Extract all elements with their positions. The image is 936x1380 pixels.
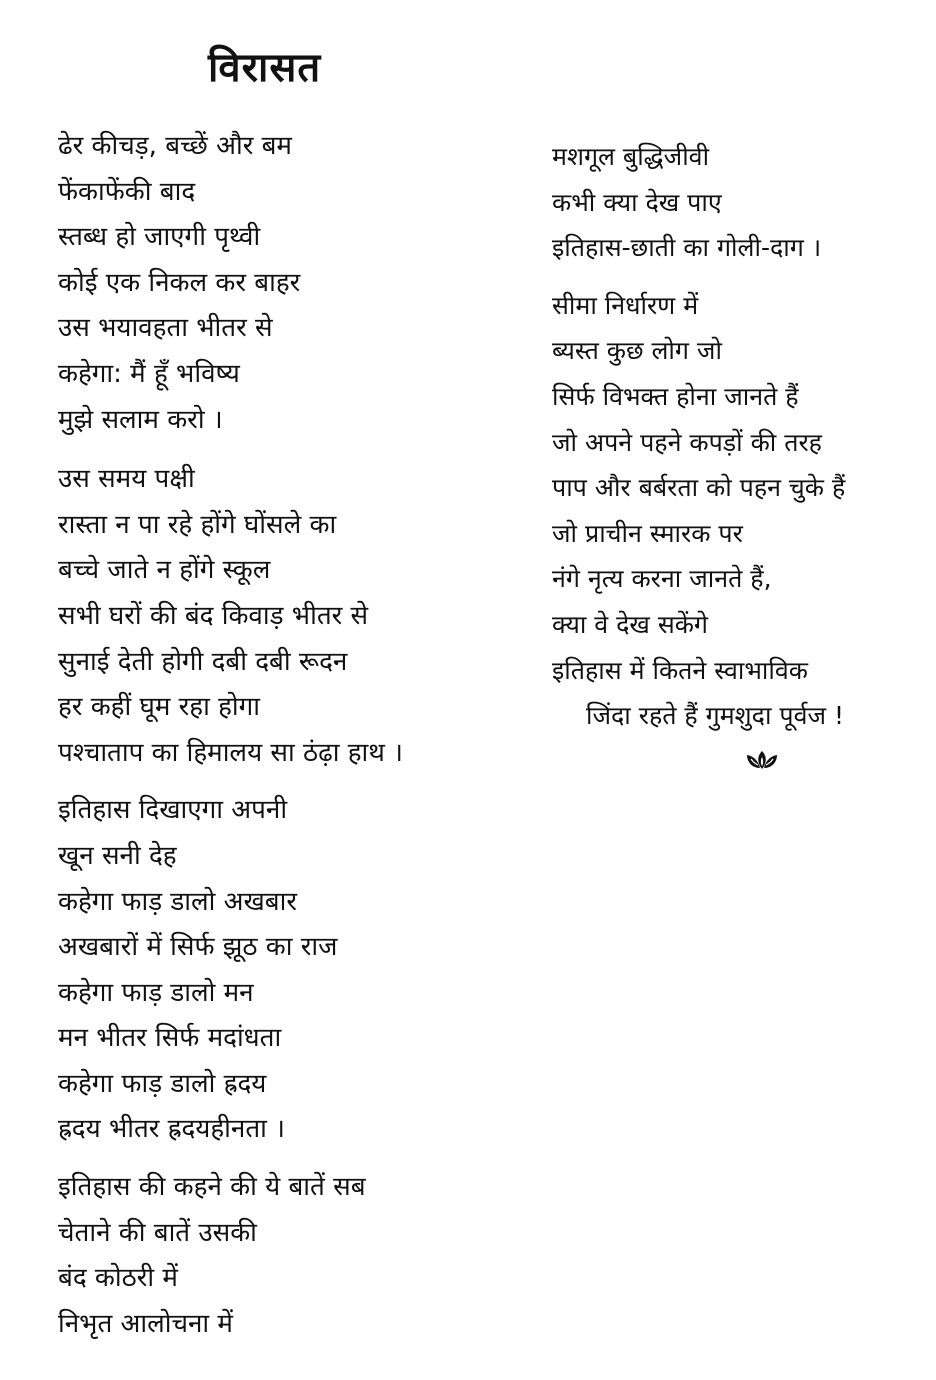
poem-line: हर कहीं घूम रहा होगा xyxy=(58,692,261,723)
poem-line: चेताने की बातें उसकी xyxy=(58,1217,257,1248)
poem-line: जिंदा रहते हैं गुमशुदा पूर्वज ! xyxy=(586,701,844,731)
stanza-gap xyxy=(58,776,498,788)
poem-line: अखबारों में सिर्फ झूठ का राज xyxy=(58,932,338,963)
poem-line: इतिहास की कहने की ये बातें सब xyxy=(58,1172,366,1203)
poem-line: ढेर कीचड़, बच्छें और बम xyxy=(58,131,292,161)
poem-line: नंगे नृत्य करना जानते हैं, xyxy=(552,564,772,594)
poem-line: पश्चाताप का हिमालय सा ठंढ़ा हाथ । xyxy=(58,737,404,768)
stanza-gap xyxy=(552,271,922,283)
poem-line: जो अपने पहने कपड़ों की तरह xyxy=(552,427,822,457)
poem-line: ह्रदय भीतर ह्रदयहीनता । xyxy=(58,1114,286,1145)
right-column xyxy=(552,134,922,739)
poem-line: रास्ता न पा रहे होंगे घोंसले का xyxy=(58,509,337,540)
poem-line: मुझे सलाम करो । xyxy=(58,404,223,435)
poem-line: मन भीतर सिर्फ मदांधता xyxy=(58,1023,282,1054)
poem-line: फेंकाफेंकी बाद xyxy=(58,176,196,207)
poem-line: इतिहास दिखाएगा अपनी xyxy=(58,795,288,826)
poem-line: मशगूल बुद्धिजीवी xyxy=(552,142,710,171)
poem-line: उस समय पक्षी xyxy=(58,464,195,495)
poem-line: सुनाई देती होगी दबी दबी रूदन xyxy=(58,646,348,677)
poem-line: क्या वे देख सकेंगे xyxy=(552,609,708,639)
poem-line: कभी क्या देख पाए xyxy=(552,187,722,217)
poem-line: स्तब्ध हो जाएगी पृथ्वी xyxy=(58,222,261,253)
stanza-5 xyxy=(552,134,922,271)
poem-line: कहेगा फाड़ डालो अखबार xyxy=(58,886,297,917)
poem-line: जो प्राचीन स्मारक पर xyxy=(552,518,743,548)
stanza-4 xyxy=(58,1165,498,1347)
poem-line: सीमा निर्धारण में xyxy=(552,290,699,320)
poem-line: कहेगा फाड़ डालो ह्रदय xyxy=(58,1068,267,1099)
poem-line: ब्यस्त कुछ लोग जो xyxy=(552,336,722,366)
poem-line: बच्चे जाते न होंगे स्कूल xyxy=(58,555,271,586)
page-title: विरासत xyxy=(208,45,322,91)
poem-line: बंद कोठरी में xyxy=(58,1263,178,1294)
poem-line: निभृत आलोचना में xyxy=(58,1308,233,1339)
stanza-gap xyxy=(58,443,498,457)
poem-line: सभी घरों की बंद किवाड़ भीतर से xyxy=(58,600,369,631)
stanza-gap xyxy=(58,1153,498,1165)
poem-line: कहेगा फाड़ डालो मन xyxy=(58,977,254,1008)
poem-line: सिर्फ विभक्त होना जानते हैं xyxy=(552,381,799,411)
left-column xyxy=(58,124,498,1347)
poem-line: कोई एक निकल कर बाहर xyxy=(58,267,301,298)
poem-line: इतिहास में कितने स्वाभाविक xyxy=(552,655,808,685)
stanza-2 xyxy=(58,457,498,776)
poem-line: उस भयावहता भीतर से xyxy=(58,313,273,344)
stanza-3 xyxy=(58,788,498,1153)
stanza-1 xyxy=(58,124,498,443)
stanza-6 xyxy=(552,283,922,739)
lotus-ornament-icon xyxy=(744,748,780,772)
poem-line: पाप और बर्बरता को पहन चुके हैं xyxy=(552,473,846,503)
poem-line: इतिहास-छाती का गोली-दाग । xyxy=(552,233,822,263)
poem-line: कहेगा: मैं हूँ भविष्य xyxy=(58,358,240,389)
poem-line: खून सनी देह xyxy=(58,840,177,871)
